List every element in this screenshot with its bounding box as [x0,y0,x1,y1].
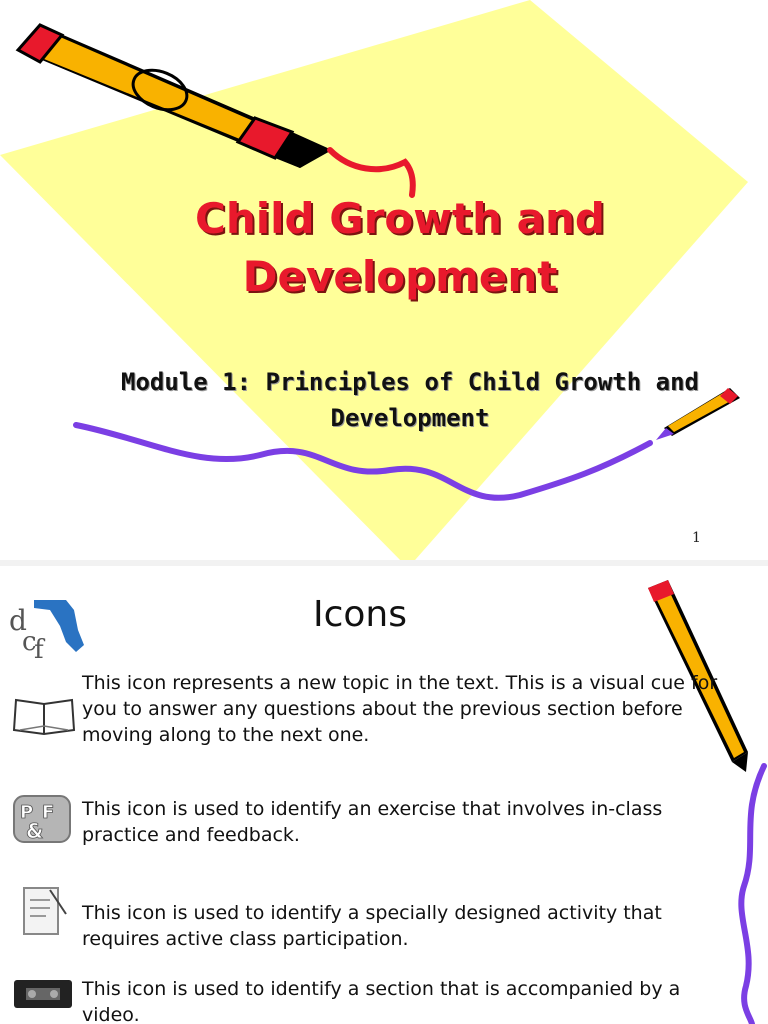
icon-description-document: This icon is used to identify a specially designed activity that requires active class participation. [82,902,662,950]
svg-text:d: d [9,604,27,637]
icon-description-pf: This icon is used to identify an exercise that involves in-class practice and feedback. [82,798,663,846]
vertical-squiggle [741,766,764,1024]
svg-text:c: c [22,627,37,657]
icon-description-videotape: This icon is used to identify a section that is accompanied by a video. [82,978,681,1024]
icons-slide [0,566,768,1024]
svg-text:F: F [42,802,55,823]
videotape-icon [12,976,74,1012]
svg-text:f: f [34,635,44,662]
slide-title: Child Growth and Development [195,194,605,301]
icons-heading: Icons [313,594,408,635]
slide-subtitle: Module 1: Principles of Child Growth and Development [121,368,699,432]
page-number: 1 [692,530,701,546]
pf-icon [12,794,72,844]
icon-description-book: This icon represents a new topic in the text. This is a visual cue for you to answer any questions about the previous section before moving along to the next one. [82,672,718,746]
book-icon [12,694,78,736]
dcf-logo [4,590,88,662]
svg-text:P: P [20,802,34,823]
svg-text:&: & [26,819,44,843]
document-icon [20,884,68,940]
